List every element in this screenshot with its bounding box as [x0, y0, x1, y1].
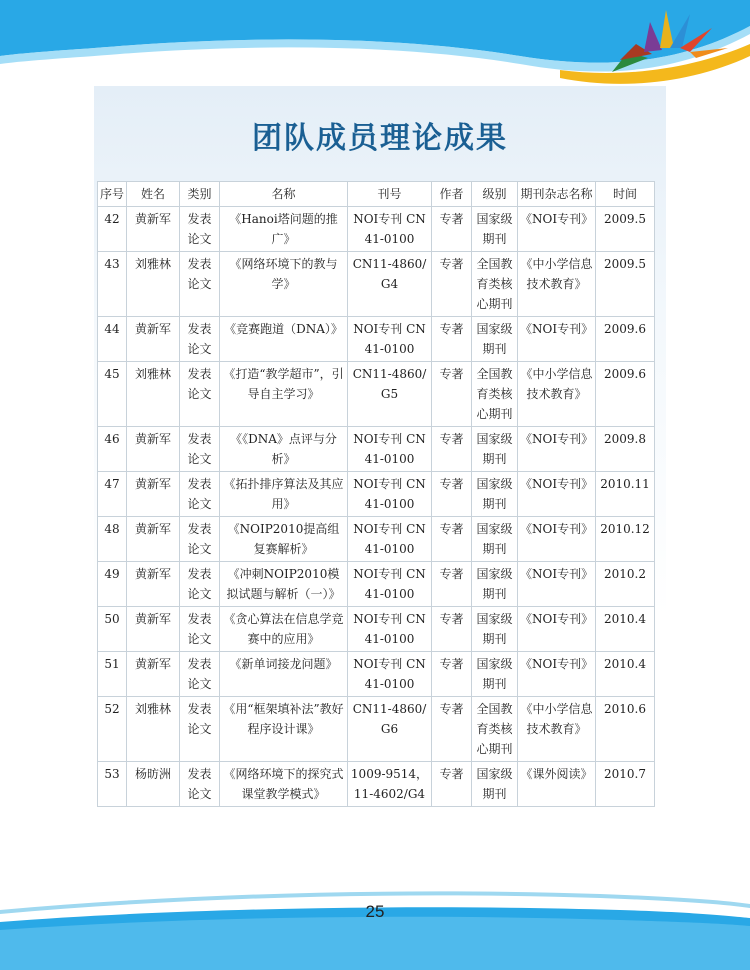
- cell-category: 发表论文: [180, 252, 220, 317]
- cell-level: 国家级期刊: [472, 317, 518, 362]
- cell-no: 47: [98, 472, 127, 517]
- cell-issn: NOI专刊 CN41-0100: [348, 472, 432, 517]
- header-category: 类别: [180, 182, 220, 207]
- table-row: [98, 607, 655, 652]
- cell-category: 发表论文: [180, 517, 220, 562]
- cell-level: 全国教育类核心期刊: [472, 252, 518, 317]
- cell-date: 2010.7: [596, 762, 655, 807]
- cell-name: 刘雅林: [127, 252, 180, 317]
- cell-title: 《用“框架填补法”教好程序设计课》: [220, 697, 348, 762]
- cell-name: 杨昉洲: [127, 762, 180, 807]
- cell-issn: NOI专刊 CN41-0100: [348, 427, 432, 472]
- cell-date: 2009.5: [596, 252, 655, 317]
- table-row: [98, 317, 655, 362]
- cell-no: 51: [98, 652, 127, 697]
- cell-category: 发表论文: [180, 317, 220, 362]
- cell-name: 黄新军: [127, 472, 180, 517]
- cell-journal: 《NOI专刊》: [518, 562, 596, 607]
- cell-no: 43: [98, 252, 127, 317]
- cell-author: 专著: [432, 652, 472, 697]
- cell-date: 2009.8: [596, 427, 655, 472]
- cell-date: 2010.4: [596, 652, 655, 697]
- cell-journal: 《NOI专刊》: [518, 607, 596, 652]
- cell-category: 发表论文: [180, 207, 220, 252]
- cell-date: 2010.6: [596, 697, 655, 762]
- cell-journal: 《中小学信息技术教育》: [518, 697, 596, 762]
- cell-category: 发表论文: [180, 607, 220, 652]
- cell-date: 2009.5: [596, 207, 655, 252]
- cell-issn: CN11-4860/G4: [348, 252, 432, 317]
- cell-issn: NOI专刊 CN41-0100: [348, 317, 432, 362]
- table-row: [98, 252, 655, 317]
- cell-date: 2010.11: [596, 472, 655, 517]
- cell-level: 全国教育类核心期刊: [472, 362, 518, 427]
- cell-no: 44: [98, 317, 127, 362]
- cell-author: 专著: [432, 517, 472, 562]
- cell-journal: 《NOI专刊》: [518, 207, 596, 252]
- cell-title: 《网络环境下的教与学》: [220, 252, 348, 317]
- cell-name: 刘雅林: [127, 697, 180, 762]
- cell-title: 《Hanoi塔问题的推广》: [220, 207, 348, 252]
- cell-journal: 《NOI专刊》: [518, 517, 596, 562]
- header-level: 级别: [472, 182, 518, 207]
- cell-author: 专著: [432, 317, 472, 362]
- cell-level: 国家级期刊: [472, 652, 518, 697]
- header-journal: 期刊杂志名称: [518, 182, 596, 207]
- cell-category: 发表论文: [180, 762, 220, 807]
- cell-issn: 1009-9514，11-4602/G4: [348, 762, 432, 807]
- cell-author: 专著: [432, 607, 472, 652]
- table-row: [98, 652, 655, 697]
- cell-journal: 《中小学信息技术教育》: [518, 252, 596, 317]
- cell-title: 《新单词接龙问题》: [220, 652, 348, 697]
- cell-name: 黄新军: [127, 427, 180, 472]
- cell-title: 《打造“教学超市”，引导自主学习》: [220, 362, 348, 427]
- table-header-row: [98, 182, 655, 207]
- results-table: [97, 181, 655, 807]
- cell-category: 发表论文: [180, 472, 220, 517]
- cell-no: 53: [98, 762, 127, 807]
- cell-level: 国家级期刊: [472, 762, 518, 807]
- table-row: [98, 472, 655, 517]
- cell-category: 发表论文: [180, 362, 220, 427]
- cell-name: 黄新军: [127, 652, 180, 697]
- cell-title: 《冲刺NOIP2010模拟试题与解析（一）》: [220, 562, 348, 607]
- table-row: [98, 427, 655, 472]
- cell-category: 发表论文: [180, 562, 220, 607]
- page-title: 团队成员理论成果: [252, 121, 508, 156]
- table-row: [98, 207, 655, 252]
- cell-date: 2010.12: [596, 517, 655, 562]
- cell-name: 黄新军: [127, 517, 180, 562]
- cell-level: 国家级期刊: [472, 472, 518, 517]
- cell-category: 发表论文: [180, 652, 220, 697]
- cell-name: 黄新军: [127, 317, 180, 362]
- cell-date: 2009.6: [596, 317, 655, 362]
- cell-no: 49: [98, 562, 127, 607]
- header-issn: 刊号: [348, 182, 432, 207]
- cell-no: 46: [98, 427, 127, 472]
- cell-author: 专著: [432, 252, 472, 317]
- header-no: 序号: [98, 182, 127, 207]
- cell-issn: NOI专刊 CN41-0100: [348, 607, 432, 652]
- cell-no: 48: [98, 517, 127, 562]
- table-row: [98, 562, 655, 607]
- header-banner: [0, 0, 750, 100]
- header-date: 时间: [596, 182, 655, 207]
- cell-no: 52: [98, 697, 127, 762]
- cell-journal: 《课外阅读》: [518, 762, 596, 807]
- cell-journal: 《NOI专刊》: [518, 472, 596, 517]
- cell-title: 《NOIP2010提高组复赛解析》: [220, 517, 348, 562]
- cell-level: 国家级期刊: [472, 427, 518, 472]
- cell-issn: NOI专刊 CN41-0100: [348, 517, 432, 562]
- cell-journal: 《NOI专刊》: [518, 652, 596, 697]
- cell-issn: CN11-4860/G6: [348, 697, 432, 762]
- cell-no: 45: [98, 362, 127, 427]
- cell-issn: CN11-4860/G5: [348, 362, 432, 427]
- cell-name: 黄新军: [127, 207, 180, 252]
- cell-author: 专著: [432, 472, 472, 517]
- cell-date: 2010.4: [596, 607, 655, 652]
- header-author: 作者: [432, 182, 472, 207]
- cell-journal: 《NOI专刊》: [518, 317, 596, 362]
- cell-author: 专著: [432, 207, 472, 252]
- header-title: 名称: [220, 182, 348, 207]
- cell-title: 《网络环境下的探究式课堂教学模式》: [220, 762, 348, 807]
- table-row: [98, 697, 655, 762]
- cell-journal: 《NOI专刊》: [518, 427, 596, 472]
- cell-level: 国家级期刊: [472, 517, 518, 562]
- cell-author: 专著: [432, 697, 472, 762]
- cell-category: 发表论文: [180, 427, 220, 472]
- cell-author: 专著: [432, 762, 472, 807]
- cell-category: 发表论文: [180, 697, 220, 762]
- cell-level: 国家级期刊: [472, 607, 518, 652]
- cell-author: 专著: [432, 427, 472, 472]
- cell-journal: 《中小学信息技术教育》: [518, 362, 596, 427]
- table-row: [98, 762, 655, 807]
- cell-issn: NOI专刊 CN41-0100: [348, 207, 432, 252]
- cell-issn: NOI专刊 CN41-0100: [348, 562, 432, 607]
- cell-issn: NOI专刊 CN41-0100: [348, 652, 432, 697]
- page-number: 25: [365, 902, 385, 921]
- results-body: [98, 207, 655, 807]
- cell-date: 2009.6: [596, 362, 655, 427]
- cell-title: 《拓扑排序算法及其应用》: [220, 472, 348, 517]
- header-name: 姓名: [127, 182, 180, 207]
- cell-name: 刘雅林: [127, 362, 180, 427]
- cell-title: 《竞赛跑道（DNA）》: [220, 317, 348, 362]
- cell-date: 2010.2: [596, 562, 655, 607]
- cell-title: 《贪心算法在信息学竞赛中的应用》: [220, 607, 348, 652]
- cell-author: 专著: [432, 362, 472, 427]
- cell-author: 专著: [432, 562, 472, 607]
- cell-name: 黄新军: [127, 607, 180, 652]
- cell-level: 国家级期刊: [472, 562, 518, 607]
- table-row: [98, 362, 655, 427]
- table-row: [98, 517, 655, 562]
- cell-no: 50: [98, 607, 127, 652]
- cell-name: 黄新军: [127, 562, 180, 607]
- cell-no: 42: [98, 207, 127, 252]
- cell-level: 国家级期刊: [472, 207, 518, 252]
- cell-title: 《《DNA》点评与分析》: [220, 427, 348, 472]
- cell-level: 全国教育类核心期刊: [472, 697, 518, 762]
